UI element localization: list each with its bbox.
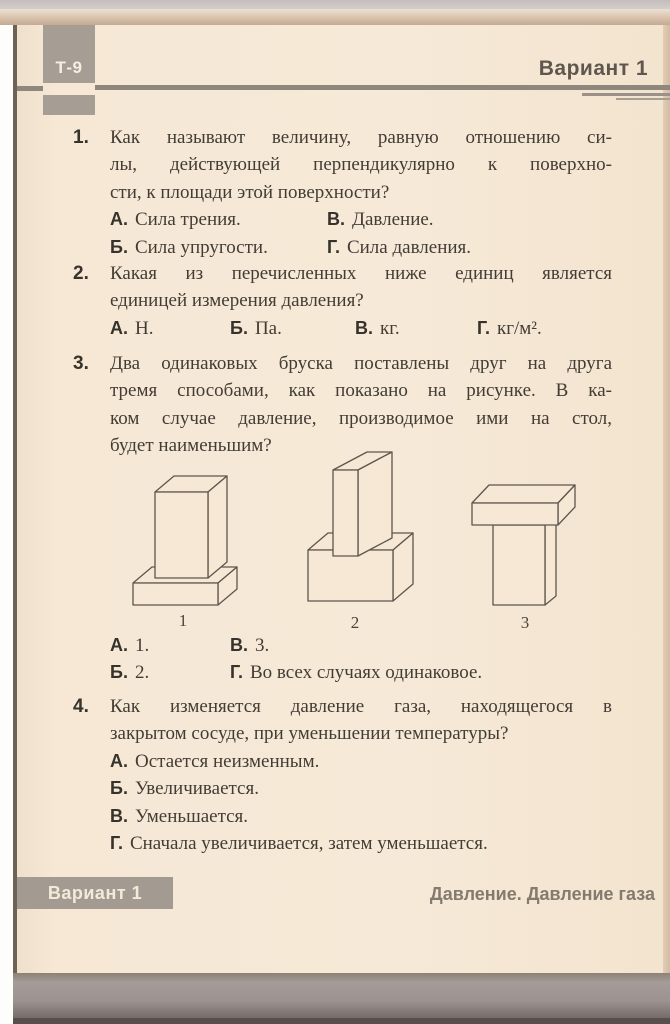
figure-label: 1 [178, 611, 188, 630]
question-text-line: сти, к площади этой поверхности? [110, 181, 390, 203]
question-4 [73, 693, 612, 857]
option-text: 1. [135, 635, 150, 656]
answer-options [110, 206, 612, 261]
option-letter: В. [230, 635, 248, 655]
option-text: 2. [134, 662, 150, 684]
option-g [477, 315, 542, 342]
figure-label: 2 [350, 613, 360, 632]
question-number: 2. [73, 263, 89, 284]
footer-topic: Давление. Давление газа [429, 884, 655, 904]
option-letter: Г. [327, 236, 340, 257]
option-a [110, 632, 230, 659]
option-text: Сила упругости. [134, 236, 268, 258]
block-arrangement-1 [133, 476, 237, 630]
question-number: 4. [73, 696, 89, 717]
option-v [230, 632, 612, 659]
option-text: 3. [255, 635, 270, 656]
option-a [110, 315, 230, 342]
block-arrangement-3 [472, 485, 575, 632]
option-text: Сначала увеличивается, затем уменьшается. [129, 833, 488, 855]
option-text: Во всех случаях одинаковое. [249, 662, 483, 684]
question-2 [73, 260, 612, 342]
scanner-bottom-strip [13, 973, 670, 1024]
question-text-line: единицей измерения давления? [110, 290, 364, 312]
question-text-line: Какая из перечисленных ниже единиц является [110, 263, 612, 284]
option-a [110, 748, 612, 775]
scanner-top-strip [0, 0, 670, 9]
option-b [110, 775, 612, 802]
option-letter: Б. [110, 778, 128, 799]
option-text: Сила трения. [135, 209, 241, 231]
option-letter: В. [327, 209, 345, 230]
option-letter: Б. [110, 236, 128, 257]
test-tab-box-lower [43, 95, 95, 115]
option-b [110, 659, 230, 686]
option-text: Уменьшается. [135, 805, 249, 827]
option-v [110, 803, 612, 830]
pressure-blocks-figure [110, 448, 580, 633]
block-arrangement-2 [308, 452, 413, 632]
answer-options [110, 632, 612, 687]
variant-label: Вариант 1 [538, 57, 648, 80]
footer-variant-box [17, 877, 173, 909]
question-text-line: ком случае давление, производимое ими на стол, [110, 407, 612, 429]
header-rule-left [17, 86, 43, 91]
header-rule-accent-1 [582, 93, 670, 96]
option-text: Сила давления. [346, 236, 472, 258]
question-number: 3. [73, 353, 89, 374]
option-g [110, 830, 612, 857]
option-letter: А. [110, 317, 128, 338]
test-number-label: Т-9 [55, 58, 83, 77]
option-g [230, 659, 612, 686]
option-letter: Г. [110, 833, 123, 854]
option-letter: А. [110, 635, 128, 655]
option-g [327, 234, 612, 261]
question-text-line: будет наименьшим? [110, 435, 272, 457]
footer-variant-label: Вариант 1 [47, 882, 143, 903]
option-a [110, 206, 327, 233]
question-number: 1. [73, 127, 89, 148]
option-v [327, 206, 612, 233]
option-letter: Б. [230, 317, 248, 338]
question-text-line: Два одинаковых бруска поставлены друг на друга [110, 353, 612, 374]
question-3-options [110, 632, 612, 687]
question-text-line: тремя способами, как показано на рисунке. В ка- [110, 380, 612, 402]
option-letter: Г. [477, 317, 490, 338]
question-3 [73, 350, 612, 460]
option-text: Н. [135, 317, 154, 339]
question-text-line: лы, действующей перпендикулярно к поверхно- [110, 154, 612, 176]
question-text-line: закрытом сосуде, при уменьшении температуры? [110, 723, 509, 745]
option-text: Увеличивается. [134, 778, 259, 800]
header-rule-accent-2 [616, 98, 670, 100]
option-b [230, 315, 355, 342]
option-text: Па. [254, 317, 282, 339]
option-letter: В. [110, 805, 128, 826]
page-top-edge [0, 9, 670, 25]
question-1 [73, 124, 612, 261]
figure-label: 3 [520, 613, 530, 632]
option-letter: В. [355, 317, 373, 338]
option-b [110, 234, 327, 261]
answer-options [110, 315, 612, 342]
question-text-line: Как называют величину, равную отношению си- [110, 127, 612, 148]
option-text: Остается неизменным. [135, 750, 320, 772]
option-text: кг/м². [496, 317, 542, 339]
option-letter: А. [110, 750, 128, 771]
option-letter: Г. [230, 662, 243, 683]
page-right-edge [663, 25, 670, 973]
question-text-line: Как изменяется давление газа, находящегося в [110, 696, 612, 717]
option-letter: А. [110, 209, 128, 230]
option-text: Давление. [352, 209, 434, 231]
option-text: кг. [380, 317, 400, 339]
option-letter: Б. [110, 662, 128, 683]
option-v [355, 315, 477, 342]
header-rule [95, 85, 670, 90]
